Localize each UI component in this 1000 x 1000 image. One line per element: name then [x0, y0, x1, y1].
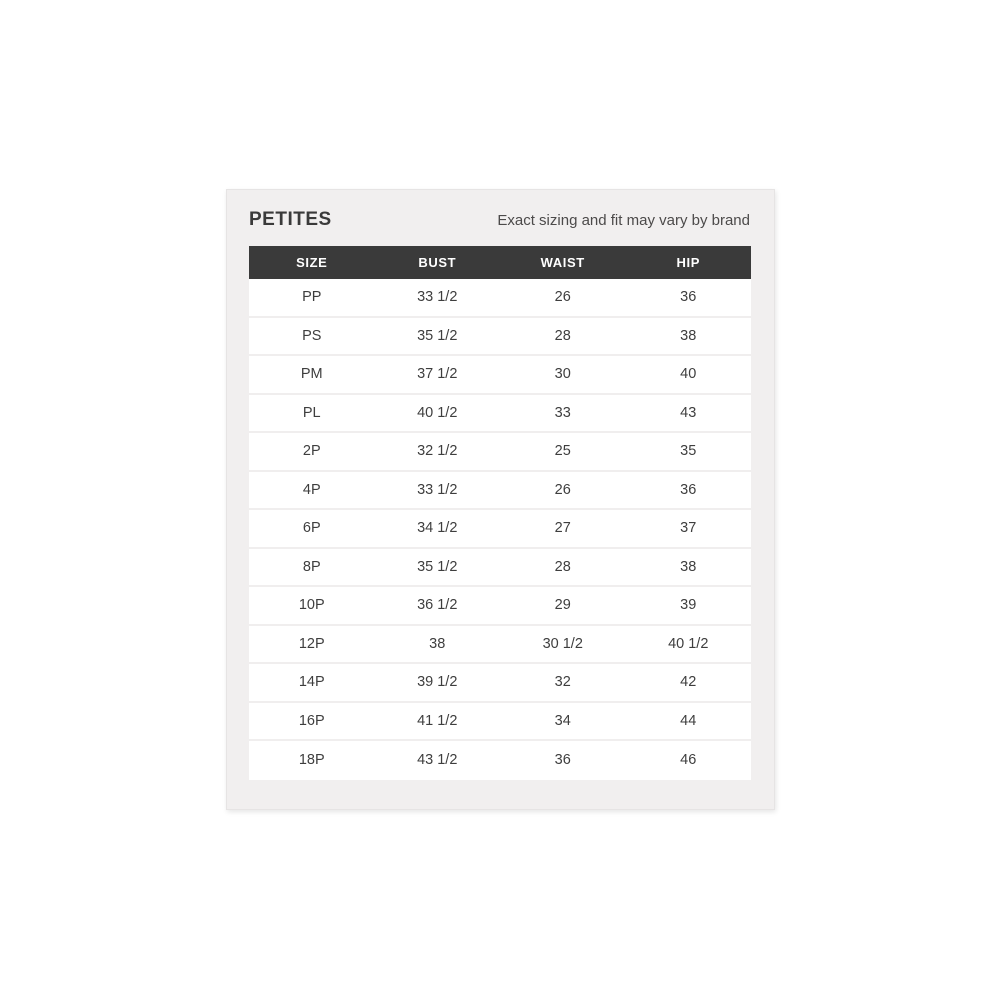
table-cell: 43: [680, 404, 697, 421]
table-cell: 27: [554, 520, 571, 537]
size-table: [249, 246, 751, 780]
table-cell: 33 1/2: [417, 481, 458, 498]
table-cell: 35 1/2: [417, 327, 458, 344]
table-cell: 10P: [298, 597, 325, 614]
table-cell: 25: [554, 443, 571, 460]
sizing-disclaimer: Exact sizing and fit may vary by brand: [497, 212, 750, 229]
table-cell: 18P: [298, 752, 325, 769]
table-cell: 33: [554, 404, 571, 421]
table-cell: 6P: [302, 520, 321, 537]
table-row: [249, 433, 751, 472]
table-cell: 40 1/2: [668, 635, 709, 652]
table-body: [249, 279, 751, 780]
table-cell: 38: [429, 635, 446, 652]
table-cell: 8P: [302, 558, 321, 575]
table-cell: 36: [680, 289, 697, 306]
table-cell: 42: [680, 674, 697, 691]
table-cell: PM: [300, 366, 323, 383]
table-cell: 33 1/2: [417, 289, 458, 306]
table-cell: 32 1/2: [417, 443, 458, 460]
card-header: [249, 207, 750, 231]
table-cell: 36: [680, 481, 697, 498]
table-cell: 40 1/2: [417, 404, 458, 421]
table-cell: 32: [554, 674, 571, 691]
table-cell: 12P: [298, 635, 325, 652]
table-cell: 38: [680, 558, 697, 575]
page-title: PETITES: [249, 209, 332, 230]
size-chart-card: [226, 189, 775, 810]
column-header: SIZE: [296, 255, 328, 270]
table-cell: PL: [302, 404, 321, 421]
table-cell: 36 1/2: [417, 597, 458, 614]
table-cell: 40: [680, 366, 697, 383]
table-cell: 35 1/2: [417, 558, 458, 575]
table-row: [249, 395, 751, 434]
table-row: [249, 703, 751, 742]
table-row: [249, 549, 751, 588]
table-cell: 16P: [298, 712, 325, 729]
table-cell: 30 1/2: [542, 635, 583, 652]
table-cell: 46: [680, 752, 697, 769]
table-header-row: [249, 246, 751, 279]
table-cell: 35: [680, 443, 697, 460]
table-cell: 44: [680, 712, 697, 729]
table-row: [249, 741, 751, 780]
table-cell: 39 1/2: [417, 674, 458, 691]
table-row: [249, 664, 751, 703]
table-cell: 41 1/2: [417, 712, 458, 729]
table-cell: 37: [680, 520, 697, 537]
table-row: [249, 587, 751, 626]
table-cell: 28: [554, 327, 571, 344]
column-header: BUST: [418, 255, 457, 270]
table-row: [249, 356, 751, 395]
table-row: [249, 318, 751, 357]
table-row: [249, 279, 751, 318]
table-cell: 43 1/2: [417, 752, 458, 769]
table-cell: 29: [554, 597, 571, 614]
table-cell: 36: [554, 752, 571, 769]
table-cell: 34: [554, 712, 571, 729]
table-row: [249, 510, 751, 549]
table-row: [249, 472, 751, 511]
table-cell: 4P: [302, 481, 321, 498]
table-cell: 14P: [298, 674, 325, 691]
table-cell: 26: [554, 289, 571, 306]
table-cell: 26: [554, 481, 571, 498]
table-cell: PP: [302, 289, 322, 306]
table-cell: 2P: [302, 443, 321, 460]
table-cell: PS: [302, 327, 322, 344]
column-header: HIP: [676, 255, 700, 270]
table-cell: 37 1/2: [417, 366, 458, 383]
table-cell: 30: [554, 366, 571, 383]
table-row: [249, 626, 751, 665]
table-cell: 28: [554, 558, 571, 575]
table-cell: 34 1/2: [417, 520, 458, 537]
table-cell: 38: [680, 327, 697, 344]
column-header: WAIST: [540, 255, 585, 270]
table-cell: 39: [680, 597, 697, 614]
